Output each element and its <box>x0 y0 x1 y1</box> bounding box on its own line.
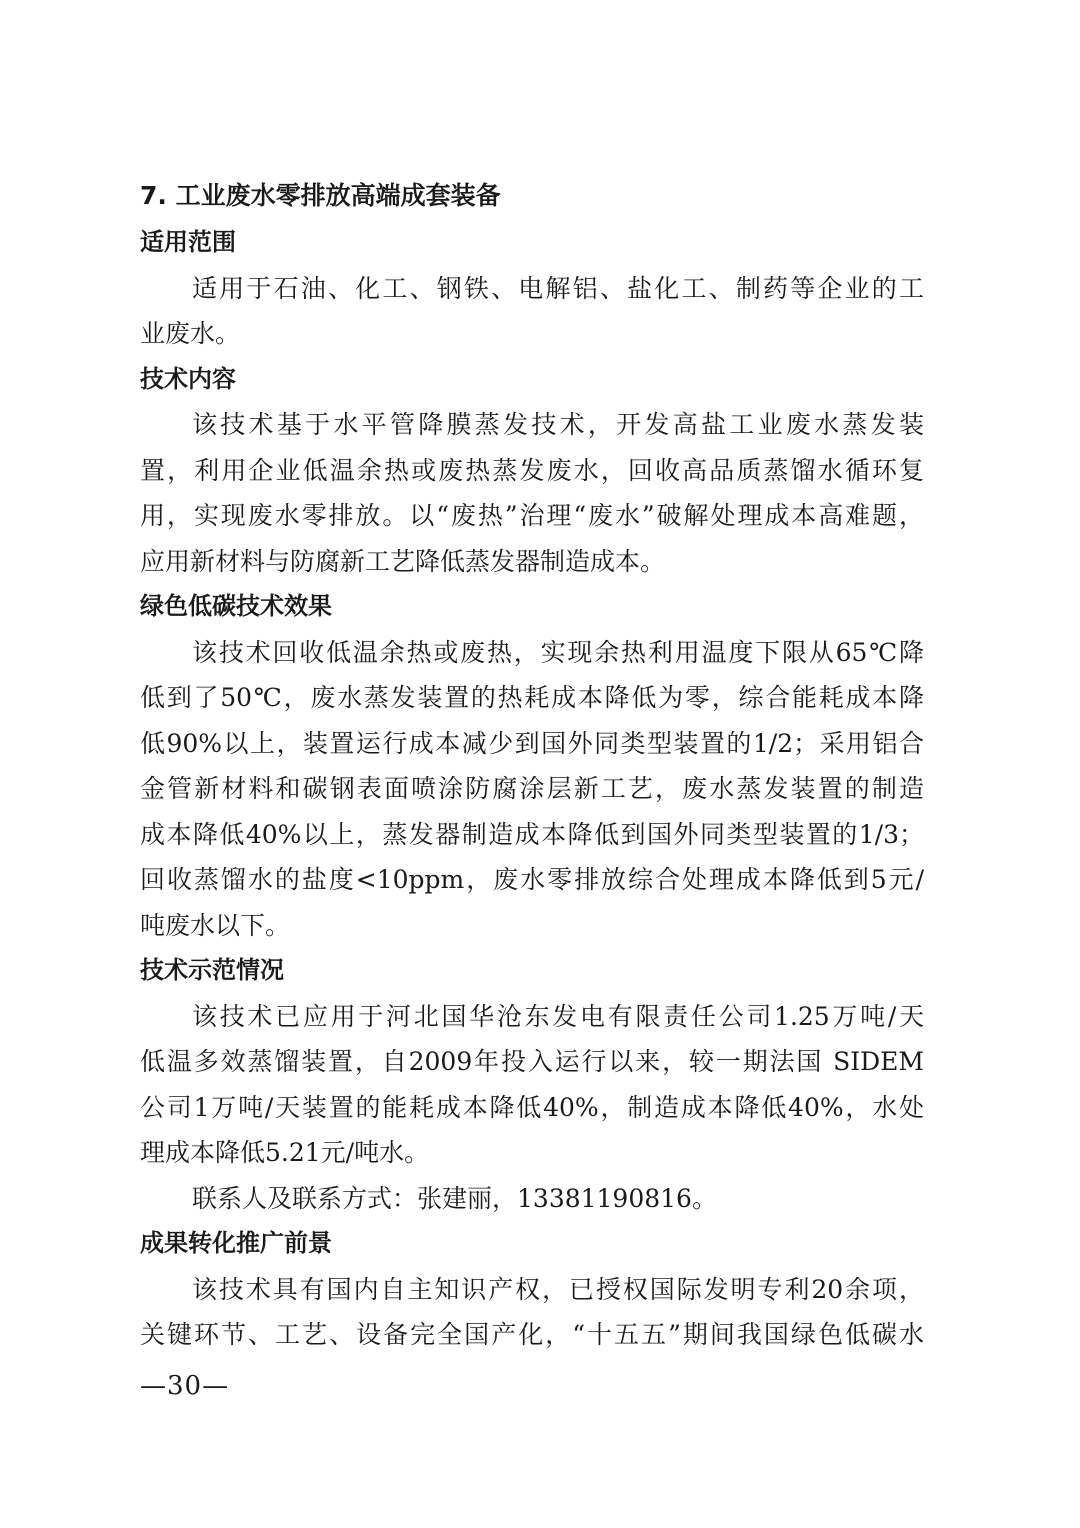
paragraph-line: 该技术已应用于河北国华沧东发电有限责任公司1.25万吨/天 <box>192 1001 924 1031</box>
document-body <box>140 172 924 1358</box>
paragraph-line: 成本降低40%以上，蒸发器制造成本降低到国外同类型装置的1/3； <box>140 819 924 849</box>
paragraph-line: 金管新材料和碳钢表面喷涂防腐涂层新工艺，废水蒸发装置的制造 <box>140 774 924 803</box>
paragraph-line: 回收蒸馏水的盐度<10ppm，废水零排放综合处理成本降低到5元/ <box>140 865 924 894</box>
paragraph-line: 吨废水以下。 <box>140 910 291 940</box>
paragraph-line: 该技术基于水平管降膜蒸发技术，开发高盐工业废水蒸发装 <box>192 410 924 439</box>
paragraph <box>140 402 924 584</box>
paragraph-line: 低温多效蒸馏装置，自2009年投入运行以来，较一期法国 SIDEM <box>140 1047 924 1076</box>
paragraph-line: 低到了50℃，废水蒸发装置的热耗成本降低为零，综合能耗成本降 <box>140 683 924 712</box>
paragraph <box>140 994 924 1176</box>
paragraph <box>140 1176 924 1222</box>
section-heading-technical-content: 技术内容 <box>140 364 236 393</box>
paragraph-line: 置，利用企业低温余热或废热蒸发废水，回收高品质蒸馏水循环复 <box>140 455 924 485</box>
page-number: —30— <box>140 1371 230 1401</box>
paragraph-line: 业废水。 <box>140 319 241 348</box>
paragraph <box>140 266 924 357</box>
paragraph-line: 适用于石油、化工、钢铁、电解铝、盐化工、制药等企业的工 <box>192 273 924 303</box>
section-heading-promotion-prospects: 成果转化推广前景 <box>140 1229 332 1257</box>
paragraph-line: 该技术具有国内自主知识产权，已授权国际发明专利20余项， <box>192 1274 924 1304</box>
section-heading-scope: 适用范围 <box>140 228 236 256</box>
paragraph-line: 低90%以上，装置运行成本减少到国外同类型装置的1/2；采用铝合 <box>140 728 924 758</box>
paragraph-line: 理成本降低5.21元/吨水。 <box>140 1138 430 1167</box>
paragraph <box>140 630 924 949</box>
paragraph-line: 该技术回收低温余热或废热，实现余热利用温度下限从65℃降 <box>192 637 924 667</box>
section-heading-low-carbon-effect: 绿色低碳技术效果 <box>140 592 332 620</box>
paragraph-line: 应用新材料与防腐新工艺降低蒸发器制造成本。 <box>140 546 666 576</box>
paragraph-line: 用，实现废水零排放。以“废热”治理“废水”破解处理成本高难题， <box>140 501 924 530</box>
section-heading-demonstration: 技术示范情况 <box>140 956 284 984</box>
paragraph-line: 公司1万吨/天装置的能耗成本降低40%，制造成本降低40%，水处 <box>140 1092 924 1122</box>
paragraph-line: 关键环节、工艺、设备完全国产化，“十五五”期间我国绿色低碳水 <box>140 1320 924 1349</box>
paragraph-line: 联系人及联系方式：张建丽，13381190816。 <box>192 1183 717 1213</box>
paragraph <box>140 1267 924 1358</box>
section-title: 7. 工业废水零排放高端成套装备 <box>140 181 501 210</box>
